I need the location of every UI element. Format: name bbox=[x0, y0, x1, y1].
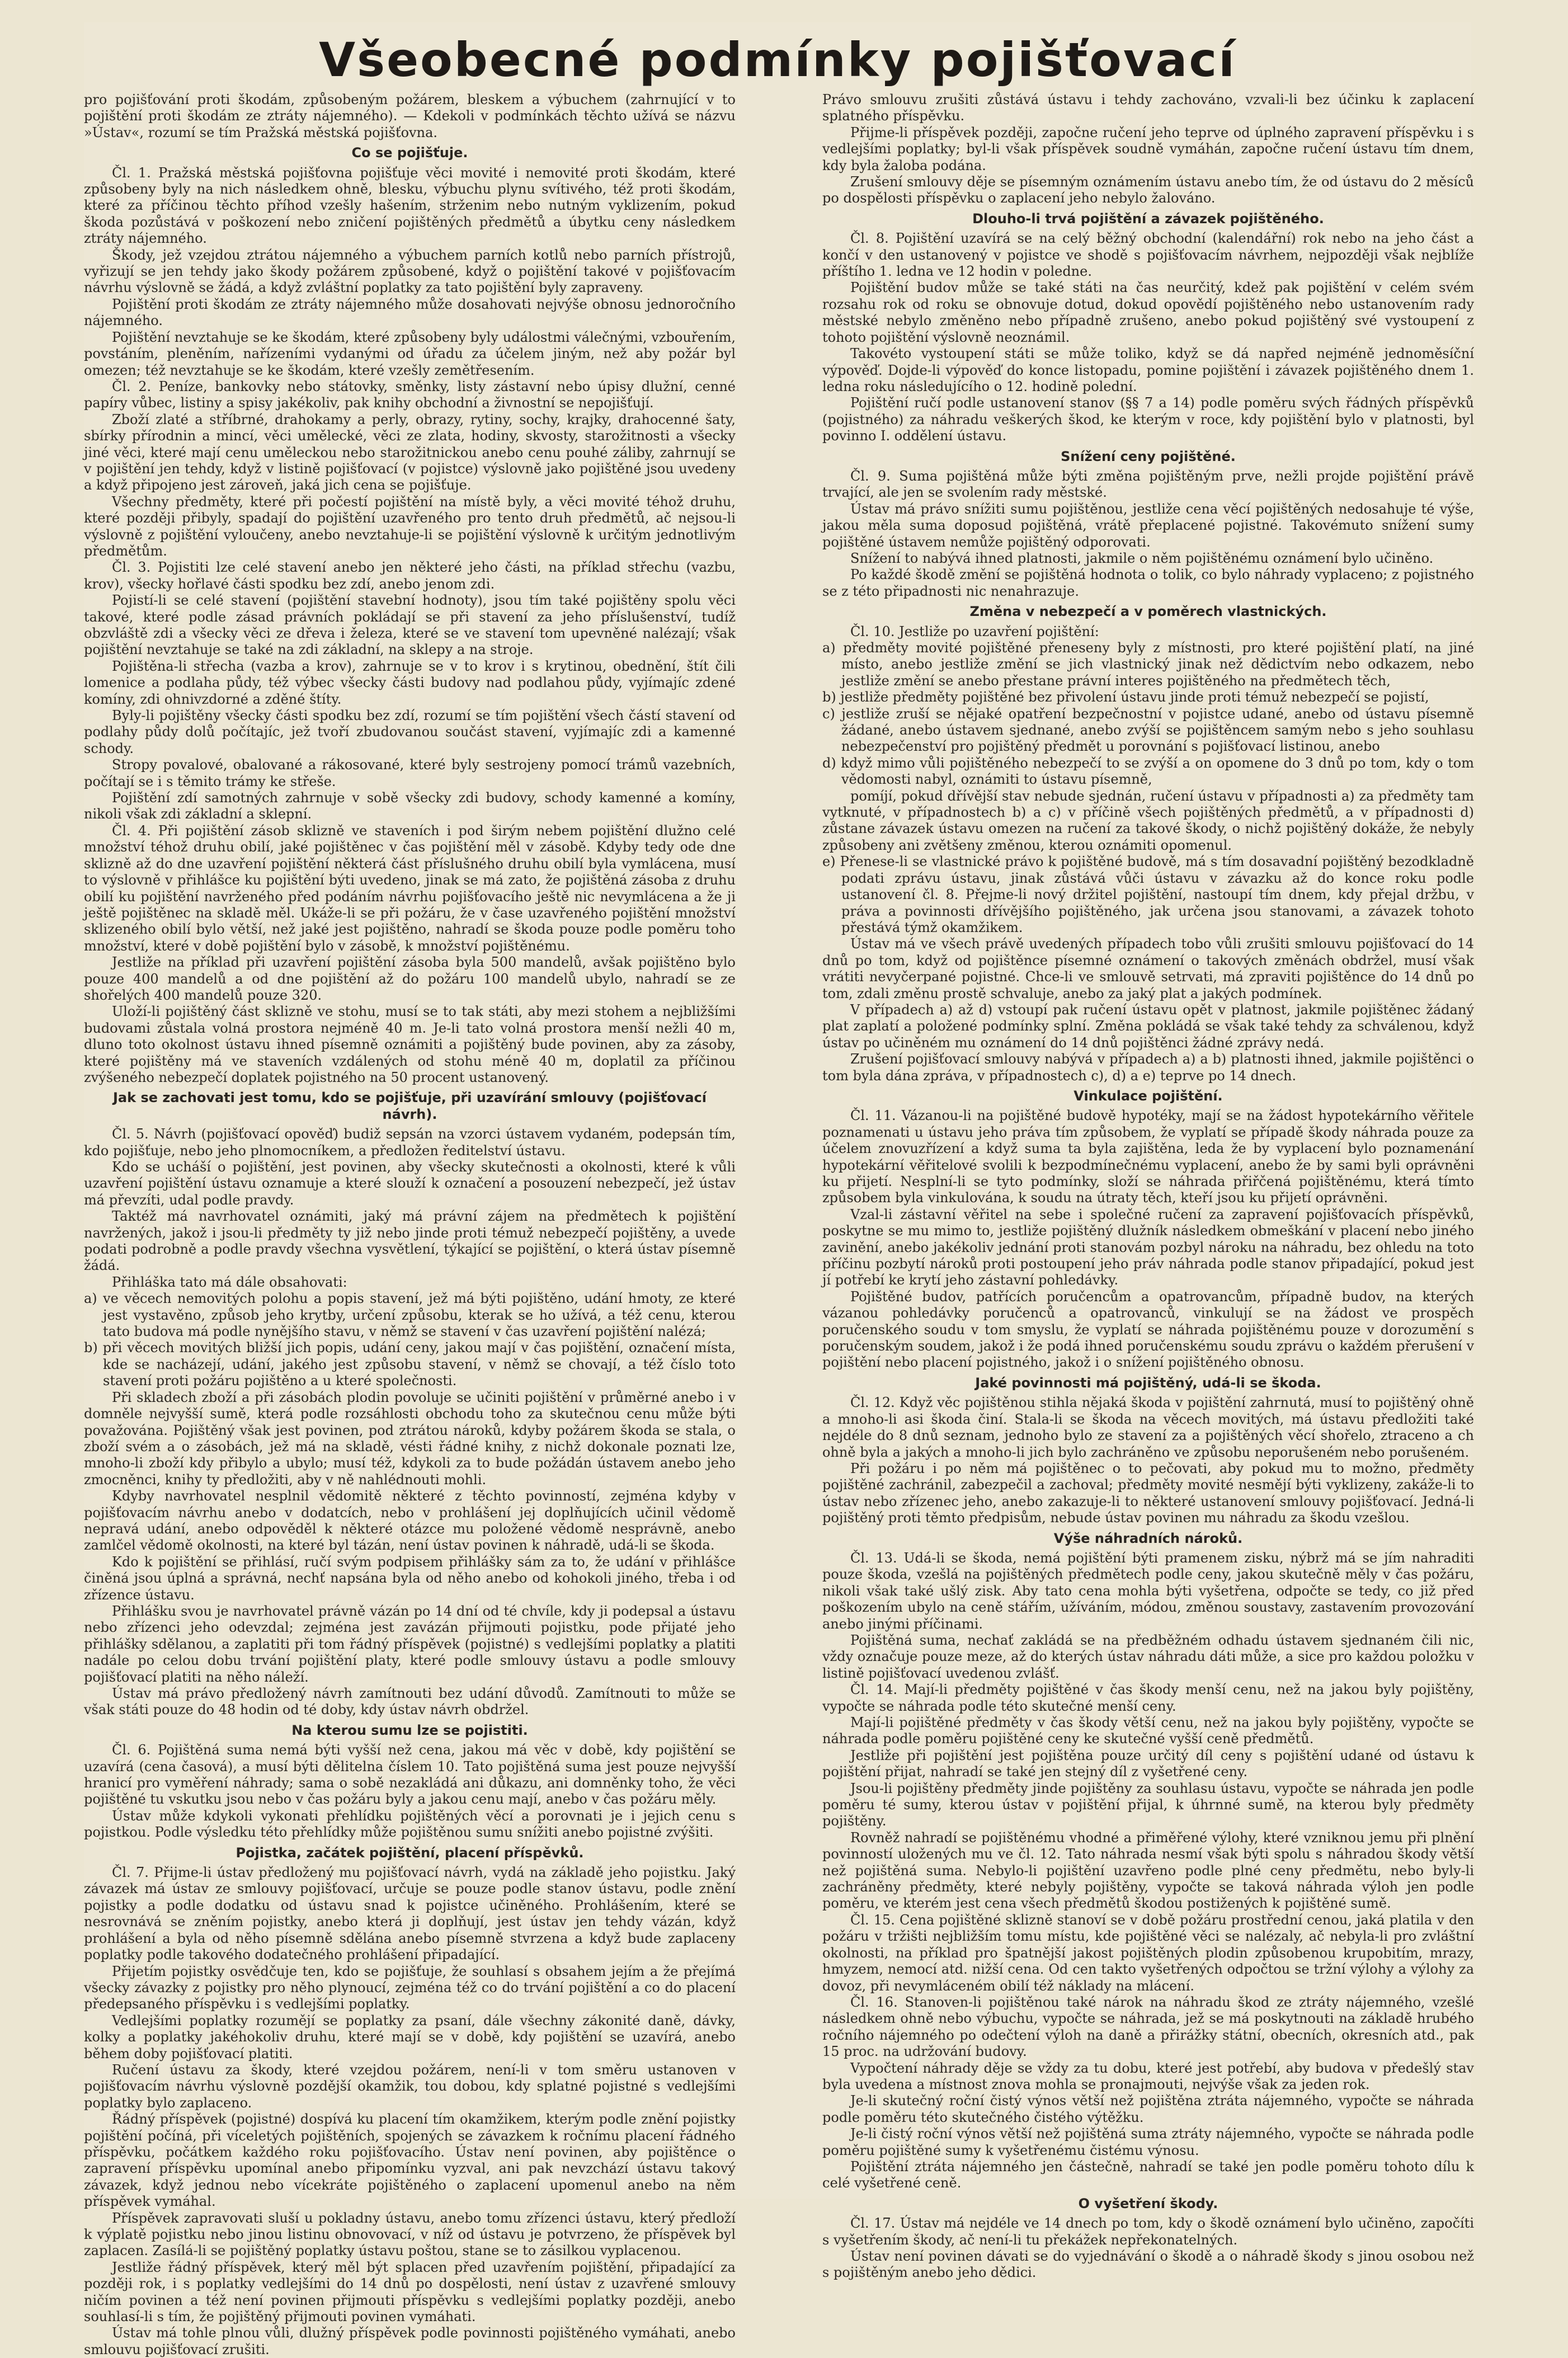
paragraph: Čl. 11. Vázanou-li na pojištěné budově hypotéky, mají se na žádost hypotekárního věřitele poznamenati u ústavu jeho práva tím způsobem, že vyplatí se případě škody náhrada pouze za účelem znovuzřízení a když suma ta byla zajištěna, leda že by vyplacení bylo poznamenání hypotekární věřitelové svolili k bezpodmínečnému vyplacení, anebo že by sami byli oprávněni ku přijetí. Nesplní-li se tyto podmínky, složí se náhrada přiřčená pojištěnému, která tímto způsobem byla vinkulována, k soudu na útraty těch, kteří jsou ku přijetí oprávněni. bbox=[822, 1108, 1474, 1206]
paragraph: Pojištění nevztahuje se ke škodám, které způsobeny byly událostmi válečnými, vzbouřením, povstáním, pleněním, nařízeními vydanými od úřadu za účelem jiným, než aby požár byl omezen; též nevztahuje se ke škodám, které vzešly zemětřesením. bbox=[84, 329, 736, 378]
paragraph: Pojištění proti škodám ze ztráty nájemného může dosahovati nejvýše obnosu jednoročního nájemného. bbox=[84, 296, 736, 329]
paragraph: Ústav má právo předložený návrh zamítnouti bez udání důvodů. Zamítnouti to může se však státi pouze do 48 hodin od té doby, kdy ústav návrh obdržel. bbox=[84, 1686, 736, 1718]
section-heading: Jak se zachovati jest tomu, kdo se pojišťuje, při uzavírání smlouvy (pojišťovací návrh). bbox=[113, 1090, 707, 1122]
paragraph: Přijetím pojistky osvědčuje ten, kdo se pojišťuje, že souhlasí s obsahem jejím a že přejímá všecky závazky z pojistky pro něho plynoucí, zejména též co do trvání pojištění a co do placení předepsaného příspěvku i s vedlejšími poplatky. bbox=[84, 1963, 736, 2012]
paragraph: Uloží-li pojištěný část sklizně ve stohu, musí se to tak státi, aby mezi stohem a nejbližšími budovami zůstala volná prostora nejméně 40 m. Je-li tato volná prostora menší nežli 40 m, dluno toto okolnost ústavu ihned písemně oznámiti a pojištěný bude povinen, aby za zásoby, které pojištěny má ve staveních vzdálených od stohu méně 40 m, doplatil za příčinou zvýšeného nebezpečí doplatek pojistného na 50 procent ustanovený. bbox=[84, 1004, 736, 1085]
paragraph: Je-li skutečný roční čistý výnos větší než pojištěna ztráta nájemného, vypočte se náhrada podle poměru této skutečného čistého výtěžku. bbox=[822, 2093, 1474, 2125]
paragraph: pro pojišťování proti škodám, způsobeným požárem, bleskem a výbuchem (zahrnující v to pojištění proti škodám ze ztráty nájemného). — Kdekoli v podmínkách těchto užívá se názvu »Ústav«, rozumí se tím Pražská městská pojišťovna. bbox=[84, 92, 736, 140]
paragraph: Ručení ústavu za škody, které vzejdou požárem, není-li v tom směru ustanoven v pojišťovacím návrhu výslovně pozdější okamžik, tou dobou, kdy splatné pojistné s vedlejšími poplatky bylo zaplaceno. bbox=[84, 2062, 736, 2111]
paragraph: Čl. 16. Stanoven-li pojištěnou také nárok na náhradu škod ze ztráty nájemného, vzešlé následkem ohně nebo výbuchu, vypočte se náhrada, jež se má poskytnouti na základě hrubého ročního nájemného po odečtení výloh na daně a přirážky státní, obecních, okresních atd., pak 15 proc. na udržování budovy. bbox=[822, 1994, 1474, 2060]
section-heading: Co se pojišťuje. bbox=[351, 145, 468, 161]
paragraph: Stropy povalové, obalované a rákosované, které byly sestrojeny pomocí trámů vazebních, počítají se i s těmito trámy ke střeše. bbox=[84, 757, 736, 789]
paragraph: Právo smlouvu zrušiti zůstává ústavu i tehdy zachováno, vzvali-li bez účinku k zaplacení splatného příspěvku. bbox=[822, 92, 1474, 124]
paragraph: Čl. 9. Suma pojištěná může býti změna pojištěným prve, nežli projde pojištění právě trvající, ale jen se svolením rady městské. bbox=[822, 468, 1474, 501]
paragraph: Zboží zlaté a stříbrné, drahokamy a perly, obrazy, rytiny, sochy, krajky, drahocenné šaty, sbírky přírodnin a mincí, věci umělecké, věci ze zlata, hodiny, skvosty, starožitnosti a všecky jiné věci, které mají cenu uměleckou nebo starožitnickou anebo cenu pouhé záliby, zahrnují se v pojištění jen tehdy, když v listině pojišťovací (v pojistce) výslovně jako pojištěné jsou uvedeny a když připojeno jest zároveň, jaká jich cena se pojišťuje. bbox=[84, 411, 736, 493]
section-heading: Změna v nebezpečí a v poměrech vlastnických. bbox=[969, 604, 1327, 620]
section-heading: Vinkulace pojištění. bbox=[1073, 1088, 1223, 1104]
paragraph: Čl. 2. Peníze, bankovky nebo státovky, směnky, listy zástavní nebo úpisy dlužní, cenné papíry vůbec, listiny a spisy jakékoliv, pak knihy obchodní a živnostní se nepojišťují. bbox=[84, 378, 736, 411]
document-title: Všeobecné podmínky pojišťovací bbox=[319, 32, 1236, 87]
paragraph: Při požáru i po něm má pojištěnec o to pečovati, aby pokud mu to možno, předměty pojištěné zachránil, zabezpečil a zachoval; předměty movité nesmějí býti vyklizeny, zakáže-li to ústav nebo zřízenec jeho, anebo zakazuje-li to některé ustanovení smlouvy pojišťovací. Jedná-li pojištěný proti těmto předpisům, nebude ústav povinen mu náhradu za škodu vzešlou. bbox=[822, 1460, 1474, 1526]
paragraph: Kdyby navrhovatel nesplnil vědomitě některé z těchto povinností, zejména kdyby v pojišťovacím návrhu anebo v dodatcích, nebo v prohlášení jej doplňujících učinil vědomě nepravá udání, anebo odpověděl k některé otázce mu položené vědomě nesprávně, anebo zamlčel vědomě okolnosti, na které byl tázán, není ústav povinen k náhradě, udá-li se škoda. bbox=[84, 1488, 736, 1554]
paragraph: Pojištěné budov, patřících poručencům a opatrovancům, případně budov, na kterých vázanou pohledávky poručenců a opatrovanců, vinkulují se na žádost ve prospěch poručenského soudu v tom smyslu, že vyplatí se náhrada pojištěnému pouze v dorozumění s poručenským soudem, jakož i že podá ihned poručenskému soudu zprávu o každém přerušení v pojištění nebo placení pojistného, jakož i o snížení pojištěného obnosu. bbox=[822, 1288, 1474, 1371]
paragraph: Čl. 5. Návrh (pojišťovací opověď) budiž sepsán na vzorci ústavem vydaném, podepsán tím, kdo pojišťuje, nebo jeho plnomocníkem, a předložen ředitelství ústavu. bbox=[84, 1126, 736, 1159]
paragraph: Čl. 17. Ústav má nejdéle ve 14 dnech po tom, kdy o škodě oznámení bylo učiněno, započíti s vyšetřením škody, ač není-li tu překážek nepřekonatelných. bbox=[822, 2215, 1474, 2248]
left-column bbox=[84, 92, 736, 2357]
paragraph: Kdo se ucháší o pojištění, jest povinen, aby všecky skutečnosti a okolnosti, které k vůli uzavření pojištění ústavu oznamuje a které slouží k označení a posouzení nebezpečí, jež ústav má převzíti, udal podle pravdy. bbox=[84, 1159, 736, 1208]
paragraph: Čl. 3. Pojistiti lze celé stavení anebo jen některé jeho části, na příklad střechu (vazbu, krov), všecky hořlavé části spodku bez zdí, anebo jenom zdi. bbox=[84, 559, 736, 592]
paragraph: Byly-li pojištěny všecky části spodku bez zdí, rozumí se tím pojištění všech částí stavení od podlahy půdy dolů počítajíc, jež tvoří zbudovanou součást stavení, vyjímajíc zdi a kamenné schody. bbox=[84, 708, 736, 756]
paragraph: Čl. 4. Při pojištění zásob sklizně ve staveních i pod širým nebem pojištění dlužno celé množství téhož druhu obilí, jaké pojištěnec v čas pojištění měl v zásobě. Kdyby tedy ode dne sklizně až do dne uzavření pojištění některá část příslušného druhu obilí byla vymlácena, musí to výslovně v přihlášce ku pojištění býti uvedeno, jinak se má zato, že pojištěná zásoba z druhu obilí ku pojištění navrženého před podáním návrhu pojišťovacího ještě nic nevymlácena a že ji ještě pojištěnec na skladě měl. Ukáže-li se při požáru, že v čase uzavřeného pojištění množství sklizeného obilí bylo větší, než jaké jest pojištěno, nahradí se škoda pouze podle poměru toho množství, které v době pojištění bylo v zásobě, k množství pojištěnému. bbox=[84, 822, 736, 954]
paragraph: Čl. 7. Přijme-li ústav předložený mu pojišťovací návrh, vydá na základě jeho pojistku. Jaký závazek má ústav ze smlouvy pojišťovací, určuje se pouze podle stanov ústavu, podle znění pojistky a podle dodatku od ústavu snad k pojistce učiněného. Prohlášením, které se nesrovnává se zněním pojistky, anebo která ji doplňují, jest ústav jen tehdy vázán, když prohlášení a byla od něho písemně sdělána anebo písemně stvrzena a když bude zaplaceny poplatky podle takového dodatečného prohlášení připadající. bbox=[84, 1865, 736, 1963]
list-item: b) při věcech movitých bližší jich popis, udání ceny, jakou mají v čas pojištění, označení místa, kde se nacházejí, udání, jakého jest způsobu stavení, v němž se chovají, a též číslo toto stavení proti požáru pojištěno a u které společnosti. bbox=[84, 1340, 736, 1389]
paragraph: Čl. 12. Když věc pojištěnou stihla nějaká škoda v pojištění zahrnutá, musí to pojištěný ohně a mnoho-li asi škoda činí. Stala-li se škoda na věcech movitých, má ústavu předložiti také nejdéle do 8 dnů seznam, jednoho bylo ze stavení za a pojištěných věcí shořelo, ztraceno a ch ohně byla a jakých a mnoho-li jich bylo zachráněno ve způsobu neporušeném nebo porušeném. bbox=[822, 1395, 1474, 1460]
paragraph: Zrušení pojišťovací smlouvy nabývá v případech a) a b) platnosti ihned, jakmile pojištěnci o tom byla dána zpráva, v případnostech c), d) a e) teprve po 14 dnech. bbox=[822, 1051, 1474, 1084]
paragraph: Přihláška tato má dále obsahovati: bbox=[112, 1274, 347, 1290]
section-heading: Pojistka, začátek pojištění, placení příspěvků. bbox=[236, 1844, 584, 1861]
section-heading: Jaké povinnosti má pojištěný, udá-li se škoda. bbox=[975, 1375, 1321, 1391]
paragraph: Čl. 15. Cena pojištěné sklizně stanoví se v době požáru prostřední cenou, jaká platila v den požáru v tržišti nejbližším tomu místu, kde pojištěné věci se nalézaly, ač nebyla-li pro zvláštní okolnosti, na příklad pro špatnější jakost pojištěných plodin způsobenou krupobitím, mrazy, hmyzem, nemocí atd. nižší cena. Od cen takto vyšetřených odpočtou se tržní výlohy a výlohy za dovoz, při nevymláceném obilí též náklady na mlácení. bbox=[822, 1912, 1474, 1994]
section-heading: Výše náhradních nároků. bbox=[1053, 1530, 1243, 1546]
paragraph: Přihlášku svou je navrhovatel právně vázán po 14 dní od té chvíle, kdy ji podepsal a ústavu nebo zřízenci jeho odevzdal; zejména jest zavázán přijmouti pojistku, pode přijaté jeho přihlášky sdělanou, a zaplatiti při tom řádný příspěvek (pojistné) s vedlejšími poplatky a platiti nadále po celou dobu trvání pojištění platy, které podle smlouvy ústavu a podle smlouvy pojišťovací platiti na něho náleží. bbox=[84, 1603, 736, 1685]
paragraph: Pojištění ztráta nájemného jen částečně, nahradí se také jen podle poměru tohoto dílu k celé vyšetřené ceně. bbox=[822, 2158, 1474, 2191]
paragraph: Pojistí-li se celé stavení (pojištění stavební hodnoty), jsou tím také pojištěny spolu věci takové, které podle zásad právních pokládají se při stavení za jeho příslušenství, tudíž obzvláště zdi a všecky věci ze dřeva i železa, které se ve stavení tom upevněné nalézají; však pojištění nevztahuje se také na zdi základní, na sklepy a na stroje. bbox=[84, 592, 736, 658]
paragraph: Čl. 10. Jestliže po uzavření pojištění: bbox=[850, 623, 1099, 639]
paragraph: Zrušení smlouvy děje se písemným oznámením ústavu anebo tím, že od ústavu do 2 měsíců po dospělosti příspěvku o zaplacení jeho nebylo žalováno. bbox=[822, 174, 1474, 206]
paragraph: Pojištění budov může se také státi na čas neurčitý, kdež pak pojištění v celém svém rozsahu rok od roku se obnovuje dotud, dokud opovědí pojištěného nebo ustanovením rady městské nebylo změněno nebo případně zrušeno, anebo pokud pojištěný své vystoupení z tohoto pojištění výslovně neoznámil. bbox=[822, 280, 1474, 345]
paragraph: Všechny předměty, které při počestí pojištění na místě byly, a věci movité téhož druhu, které později přibyly, spadají do pojištění uzavřeného pro tento druh předmětů, ač nejsou-li výslovně z pojištění vyloučeny, anebo nevztahuje-li se pojištění výslovně k určitým jednotlivým předmětům. bbox=[84, 493, 736, 559]
list-item: c) jestliže zruší se nějaké opatření bezpečnostní v pojistce udané, anebo od ústavu písemně žádané, anebo ústavem sjednané, anebo zvýší se pojištěncem samým nebo s jeho souhlasu nebezpečenství pro pojištěný předmět u porovnání s pojišťovací listinou, anebo bbox=[822, 705, 1474, 755]
right-column bbox=[822, 92, 1474, 2281]
paragraph: Pojištěná suma, nechať zakládá se na předběžném odhadu ústavem sjednaném čili nic, vždy označuje pouze meze, až do kterých ústav náhradu dáti může, a sice pro každou položku v listině pojišťovací uvedenou zvlášť. bbox=[822, 1632, 1474, 1681]
paragraph: Jestliže řádný příspěvek, který měl být splacen před uzavřením pojištění, připadající za později rok, i s poplatky vedlejšími do 14 dnů po dospělosti, není ústav z uzavřené smlouvy ničím povinen a též není povinen přijmouti příspěvku s vedlejšími poplatky později, anebo souhlasí-li s tím, že pojištěný přijmouti povinen vymáhati. bbox=[84, 2259, 736, 2325]
paragraph: Ústav má tohle plnou vůli, dlužný příspěvek podle povinnosti pojištěného vymáhati, anebo smlouvu pojišťovací zrušiti. bbox=[84, 2325, 736, 2357]
paragraph: Taktéž má navrhovatel oznámiti, jaký má právní zájem na předmětech k pojištění navržených, jakož i jsou-li předměty ty již nebo jinde proti témuž nebezpečí pojištěny, a uvede podati podrobně a podle pravdy všechna vysvětlení, týkající se pojištění, o která ústav písemně žádá. bbox=[84, 1208, 736, 1274]
paragraph: Přijme-li příspěvek později, započne ručení jeho teprve od úplného zapravení příspěvku i s vedlejšími poplatky; byl-li však příspěvek soudně vymáhán, započne ručení ústavu tím dnem, kdy byla žaloba podána. bbox=[822, 124, 1474, 173]
paragraph: Snížení to nabývá ihned platnosti, jakmile o něm pojištěnému oznámení bylo učiněno. bbox=[850, 550, 1434, 566]
document-sheet bbox=[84, 22, 1474, 2357]
paragraph: Čl. 8. Pojištění uzavírá se na celý běžný obchodní (kalendářní) rok nebo na jeho část a končí v den ustanovený v pojistce ve shodě s pojišťovacím návrhem, nejpozději však nejblíže příštího 1. ledna ve 12 hodin v poledne. bbox=[822, 230, 1474, 280]
paragraph: Pojištěna-li střecha (vazba a krov), zahrnuje se v to krov i s krytinou, obednění, štít čili lomenice a podlaha půdy, též výbec všecky části budovy nad podlahou půdy, vyjímajíc zdené komíny, zdi ohnivzdorné a zděné štíty. bbox=[84, 658, 736, 707]
paragraph: Pojištění zdí samotných zahrnuje v sobě všecky zdi budovy, schody kamenné a komíny, nikoli však zdi základní a sklepní. bbox=[84, 790, 736, 822]
paragraph: Čl. 13. Udá-li se škoda, nemá pojištění býti pramenem zisku, nýbrž má se jím nahraditi pouze škoda, vzešlá na pojištěných předmětech podle ceny, jakou skutečně měly v čas požáru, nikoli však také ušlý zisk. Aby tato cena mohla býti vyšetřena, odpočte se tedy, co již před poškozením ubylo na ceně stářím, užíváním, módou, změnou soustavy, zastavením provozování anebo jinými příčinami. bbox=[822, 1550, 1474, 1632]
paragraph: Kdo k pojištění se přihlásí, ručí svým podpisem přihlášky sám za to, že udání v přihlášce činěná jsou úplná a správná, nechť napsána byla od něho anebo od kohokoli jiného, třeba i od zřízence ústavu. bbox=[84, 1554, 736, 1603]
paragraph: Takovéto vystoupení státi se může toliko, když se dá napřed nejméně jednoměsíční výpověď. Dojde-li výpověď do konce listopadu, pomine pojištění i závazek pojištěného dnem 1. ledna roku následujícího o 12. hodině polední. bbox=[822, 346, 1474, 394]
list-item: d) když mimo vůli pojištěného nebezpečí to se zvýší a on opomene do 3 dnů po tom, kdy o tom vědomosti nabyl, oznámiti to ústavu písemně, bbox=[822, 755, 1474, 788]
paragraph: Je-li čistý roční výnos větší než pojištěná suma ztráty nájemného, vypočte se náhrada podle poměru pojištěné sumy k vyšetřenému čistému výnosu. bbox=[822, 2126, 1474, 2158]
paragraph: Ústav má ve všech právě uvedených případech tobo vůli zrušiti smlouvu pojišťovací do 14 dnů po tom, když od pojištěnce písemné oznámení o takových změnách obdržel, musí však vrátiti nevyčerpané pojistné. Chce-li ve smlouvě setrvati, má zpraviti pojištěnce do 14 dnů po tom, zdali změnu prostě schvaluje, anebo za jaký plat a jakých podmínek. bbox=[822, 936, 1474, 1001]
section-heading: Dlouho-li trvá pojištění a závazek pojištěného. bbox=[972, 210, 1324, 227]
paragraph: Vypočtení náhrady děje se vždy za tu dobu, které jest potřebí, aby budova v předešlý stav byla uvedena a místnost znova mohla se pronajmouti, nejvýše však za jeden rok. bbox=[822, 2060, 1474, 2092]
paragraph: Ústav má právo snížiti sumu pojištěnou, jestliže cena věcí pojištěných nedosahuje té výše, jakou měla suma doposud pojištěná, vrátě přeplacené pojistné. Takovémuto snížení sumy pojištěné ústavem nemůže pojištěný odporovati. bbox=[822, 501, 1474, 550]
list-item: b) jestliže předměty pojištěné bez přivolení ústavu jinde proti témuž nebezpečí se pojistí, bbox=[822, 689, 1429, 705]
section-heading: Snížení ceny pojištěné. bbox=[1061, 448, 1236, 464]
paragraph: Jestliže na příklad při uzavření pojištění zásoba byla 500 mandelů, avšak pojištěno bylo pouze 400 mandelů a od dne pojištění až do požáru 100 mandelů ubylo, nahradí se ze shořelých 400 mandelů pouze 320. bbox=[84, 954, 736, 1003]
list-item: a) ve věcech nemovitých polohu a popis stavení, jež má býti pojištěno, udání hmoty, ze které jest vystavěno, způsob jeho krytby, určení způsobu, kterak se ho užívá, a též cenu, kterou tato budova má podle nynějšího stavu, v němž se stavení v čas uzavření pojištění nalézá; bbox=[84, 1291, 736, 1340]
list-item: a) předměty movité pojištěné přeneseny byly z místnosti, pro které pojištění platí, na jiné místo, anebo jestliže změní se jich vlastnický jinak než dědictvím nebo odkazem, nebo jestliže změní se anebo přestane právní interes pojištěného na předmětech těch, bbox=[822, 640, 1474, 689]
paragraph: Čl. 6. Pojištěná suma nemá býti vyšší než cena, jakou má věc v době, kdy pojištění se uzavírá (cena časová), a musí býti dělitelna číslem 10. Tato pojištěná suma jest pouze nejvyšší hranicí pro vyměření náhrady; sama o sobě nezakládá ani důkazu, ani domněnky toho, že věci pojištěné tu vskutku jsou nebo v čas požáru byly a jakou cenu mají, anebo v čas požáru měly. bbox=[84, 1742, 736, 1808]
paragraph: V případech a) až d) vstoupí pak ručení ústavu opět v platnost, jakmile pojištěnec žádaný plat zaplatí a položené podmínky splní. Změna pokládá se však také tehdy za schválenou, když ústav po učiněném mu oznámení do 14 dnů pojištěnci žádné zprávy nedá. bbox=[822, 1001, 1474, 1051]
paragraph: Příspěvek zapravovati sluší u pokladny ústavu, anebo tomu zřízenci ústavu, který předloží k výplatě pojistku nebo jinou listinu obnovovací, v níž od ústavu je potvrzeno, že příspěvek byl zaplacen. Zasílá-li se pojištěný poplatky ústavu poštou, stane se to zásilkou vyplacenou. bbox=[84, 2210, 736, 2259]
section-heading: O vyšetření škody. bbox=[1078, 2195, 1218, 2211]
paragraph: Řádný příspěvek (pojistné) dospívá ku placení tím okamžikem, kterým podle znění pojistky pojištění počíná, při víceletých pojištěních, spojených se závazkem k ročnímu placení řádného příspěvku, počátkem každého roku pojišťovacího. Ústav není povinen, aby pojištěnce o zapravení příspěvku upomínal anebo připomínku vyzval, ani pak nevzchází ústavu takový závazek, když jednou nebo vícekráte pojištěného o zaplacení upomenul anebo na něm příspěvek vymáhal. bbox=[84, 2111, 736, 2210]
paragraph: Vzal-li zástavní věřitel na sebe i společné ručení za zapravení pojišťovacích příspěvků, poskytne se mu mimo to, jestliže pojištěný dlužník následkem obmeškání v placení nebo jiného zavinění, anebo jakékoliv jednání proti stanovám pozbyl nároku na náhradu, bez ohledu na toto příčinu pozbytí nároků proti postoupení jeho práv náhrada podle stanov připadající, pokud jest jí potřebí ke krytí jeho zástavní pohledávky. bbox=[822, 1206, 1474, 1288]
section-heading: Na kterou sumu lze se pojistiti. bbox=[291, 1722, 528, 1738]
list-item: e) Přenese-li se vlastnické právo k pojištěné budově, má s tím dosavadní pojištěný bezodkladně podati zprávu ústavu, jinak zůstává vůči ústavu v závazku až do konce roku podle ustanovení čl. 8. Přejme-li nový držitel pojištění, nastoupí tím dnem, kdy přejal držbu, v práva a povinnosti dřívějšího pojištěného, jak určena jsou stanovami, a závazek tohoto přestává týmž okamžikem. bbox=[822, 854, 1474, 935]
paragraph: Při skladech zboží a při zásobách plodin povoluje se učiniti pojištění v průměrné anebo i v domněle nejvyšší sumě, která podle rozsáhlosti obchodu toho za skutečnou cenu může býti považována. Pojištěný však jest povinen, pod ztrátou nároků, kdyby požárem škoda se stala, o zboží svém a o zásobách, jež má na skladě, vésti řádné knihy, z nichž dokonale poznati lze, mnoho-li zboží kdy přibylo a ubylo; musí též, kdykoli za to bude požádán ústavem anebo jeho zmocněnci, knihy ty předložiti, aby v ně nahlédnouti mohli. bbox=[84, 1389, 736, 1488]
paragraph: Jsou-li pojištěny předměty jinde pojištěny za souhlasu ústavu, vypočte se náhrada jen podle poměru té sumy, kterou ústav v pojištění přijal, k úhrnné sumě, na kterou byly předměty pojištěny. bbox=[822, 1780, 1474, 1829]
paragraph: Rovněž nahradí se pojištěnému vhodné a přiměřené výlohy, které vzniknou jemu při plnění povinností uložených mu ve čl. 12. Tato náhrada nesmí však býti spolu s náhradou škody větší než pojištěná suma. Nebylo-li pojištění uzavřeno podle plné ceny předmětu, nebo byly-li zachráněny předměty, které nebyly pojištěny, vypočte se taková náhrada výloh jen podle poměru, ve kterém jest cena všech předmětů škodou postižených k pojištěné sumě. bbox=[822, 1829, 1474, 1912]
paragraph: Ústav není povinen dávati se do vyjednávání o škodě a o náhradě škody s jinou osobou než s pojištěným anebo jeho dědici. bbox=[822, 2248, 1474, 2281]
paragraph: Jestliže při pojištění jest pojištěna pouze určitý díl ceny s pojištění udané od ústavu k pojištění přijat, nahradí se také jen stejný díl z vyšetřené ceny. bbox=[822, 1747, 1474, 1780]
paragraph: Čl. 14. Mají-li předměty pojištěné v čas škody menší cenu, než na jakou byly pojištěny, vypočte se náhrada podle této skutečné menší ceny. bbox=[822, 1682, 1474, 1714]
paragraph: Pojištění ručí podle ustanovení stanov (§§ 7 a 14) podle poměru svých řádných příspěvků (pojistného) za náhradu veškerých škod, ke kterým v roce, kdy pojištění bylo v platnosti, byl povinno I. oddělení ústavu. bbox=[822, 395, 1474, 444]
paragraph: Vedlejšími poplatky rozumějí se poplatky za psaní, dále všechny zákonité daně, dávky, kolky a poplatky jakéhokoliv druhu, které mají se v době, kdy pojištění se uzavírá, anebo během doby pojišťovací platiti. bbox=[84, 2012, 736, 2062]
paragraph: Čl. 1. Pražská městská pojišťovna pojišťuje věci movité i nemovité proti škodám, které způsobeny byly na nich následkem ohně, blesku, výbuchu plynu svítivého, též proti škodám, které za příčinou těchto příhod vzešly hašením, strženim nebo nutným vyklizením, pokud škoda pozůstává v poškození nebo zničení pojištěných předmětů a úbytku ceny následkem ztráty nájemného. bbox=[84, 164, 736, 247]
paragraph: Mají-li pojištěné předměty v čas škody větší cenu, než na jakou byly pojištěny, vypočte se náhrada podle poměru pojištěné ceny ke skutečné vyšší ceně předmětů. bbox=[822, 1715, 1474, 1747]
paragraph: Po každé škodě změní se pojištěná hodnota o tolik, co bylo náhrady vyplaceno; z pojistného se z této připadnosti nic nenahrazuje. bbox=[822, 567, 1474, 599]
paragraph: Škody, jež vzejdou ztrátou nájemného a výbuchem parních kotlů nebo parních přístrojů, vyřizují se jen tehdy jako škody požárem způsobené, když o pojištění takové v pojišťovacím návrhu výslovně se žádá, a když zvláštní poplatky za tato pojištění byly zapraveny. bbox=[84, 247, 736, 296]
paragraph: Ústav může kdykoli vykonati přehlídku pojištěných věcí a porovnati je i jejich cenu s pojistkou. Podle výsledku této přehlídky může pojištěnou sumu snížiti anebo pojistné zvýšiti. bbox=[84, 1808, 736, 1841]
paragraph: pomíjí, pokud dřívější stav nebude sjednán, ručení ústavu v případnosti a) za předměty tam vytknuté, v případnostech b) a c) v příčině všech pojištěných předmětů, a v případnosti d) zůstane závazek ústavu omezen na ručení za takové škody, o nichž pojištěný dokáže, že nebyly způsobeny ani zvětšeny změnou, kterou oznámiti opomenul. bbox=[822, 788, 1474, 853]
